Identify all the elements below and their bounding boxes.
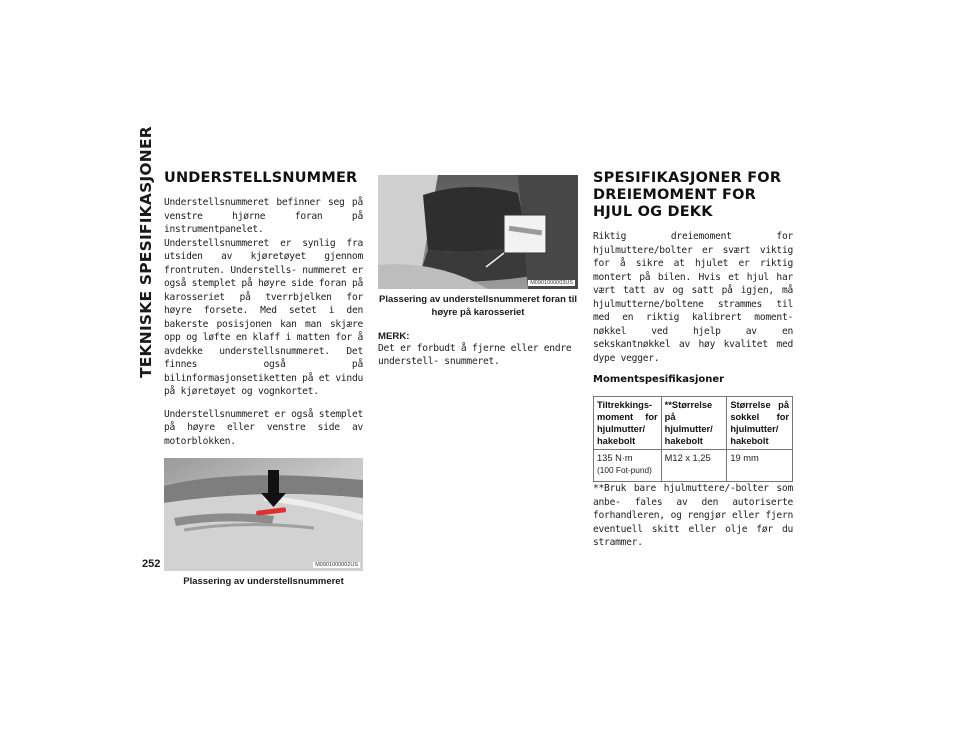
table-header: Tiltrekkings- moment for hjulmutter/ hakebolt (594, 397, 662, 450)
note-label: MERK: (378, 331, 410, 342)
heading-vin: UNDERSTELLSNUMMER (164, 170, 358, 186)
table-cell-socket: 19 mm (727, 450, 793, 482)
side-section-title: TEKNISKE SPESIFIKASJONER (137, 126, 155, 378)
column-torque (593, 170, 793, 559)
table-cell-torque (594, 450, 662, 482)
table-cell-size: M12 x 1,25 (661, 450, 727, 482)
torque-spec-table (593, 396, 793, 482)
torque-paragraph: Riktig dreiemoment for hjulmuttere/bolter er svært viktig for å sikre at hjulet er riktig montert på bilen. Hvis et hjul har vært tatt av og satt på igjen, må hjulmutterne/boltene strammes til med en riktig kalibrert moment- nøkkel ved hjelp av en sekskantnøkkel av høy kvalitet med dype vegger. (593, 231, 793, 364)
torque-nm: 135 N·m (597, 453, 633, 463)
figure-caption-vin: Plassering av understellsnummeret (183, 576, 344, 587)
table-header: Størrelse på sokkel for hjulmutter/ hakebolt (727, 397, 793, 450)
table-row (594, 450, 793, 482)
table-header: **Størrelse på hjulmutter/ hakebolt (661, 397, 727, 450)
torque-subheading: Momentspesifikasjoner (593, 374, 725, 385)
figure-code: M0901000003US (530, 280, 573, 286)
column-vin-body (378, 170, 578, 368)
note-text: Det er forbudt å fjerne eller endre understell- snummeret. (378, 343, 572, 367)
vin-paragraph-1: Understellsnummeret befinner seg på venstre hjørne foran på instrumentpanelet. Understellsnummeret er synlig fra utsiden av kjøretøyet gjennom frontruten. Understells- nummeret er også stemplet på høyre side foran på karosseriet på tverrbjelken for høyre forsete. Med setet i den bakerste posisjonen kan man skjære opp og løfte en klaff i matten for å avdekke understellsnummeret. Det finnes også på bilinformasjonsetiketten på et vindu på kjøretøyet og vognkortet. (164, 197, 363, 397)
table-header-row (594, 397, 793, 450)
vin-dashboard-photo (164, 458, 363, 571)
figure-caption-seat: Plassering av understellsnummeret foran til høyre på karosseriet (379, 294, 577, 318)
column-vin (164, 170, 363, 589)
figure-code: M0901000002US (315, 562, 358, 568)
vin-seat-photo (378, 175, 578, 289)
torque-footnote: **Bruk bare hjulmuttere/-bolter som anbe- fales av den autoriserte forhandleren, og rengjør eller fjern eventuell skitt eller olje før du strammer. (593, 483, 793, 548)
dashboard-illustration (164, 458, 363, 571)
page-number: 252 (142, 558, 161, 570)
vin-paragraph-2: Understellsnummeret er også stemplet på høyre eller venstre side av motorblokken. (164, 408, 363, 447)
heading-torque: SPESIFIKASJONER FOR DREIEMOMENT FOR HJUL OG DEKK (593, 170, 782, 220)
seat-illustration (378, 175, 578, 289)
torque-ft: (100 Fot-pund) (597, 465, 652, 475)
